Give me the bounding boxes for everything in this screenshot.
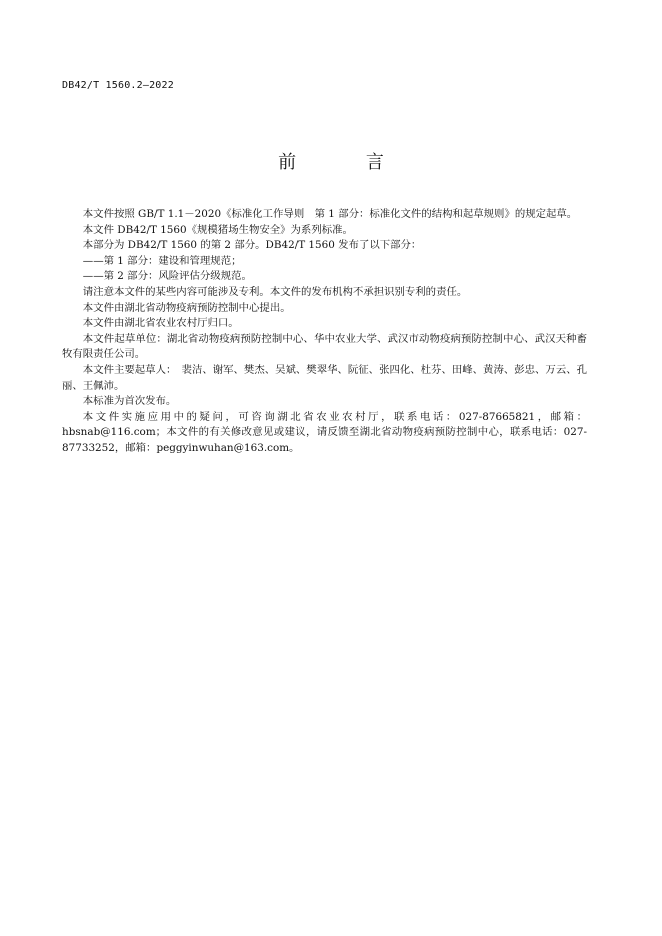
paragraph-managed-by: 本文件由湖北省农业农村厅归口。 (82, 317, 239, 330)
paragraph-first-release: 本标准为首次发布。 (82, 395, 177, 408)
page-title: 前 言 (278, 152, 416, 173)
foreword-body (62, 207, 587, 457)
paragraph-part-2: ——第 2 部分：风险评估分级规范。 (82, 270, 252, 283)
paragraph-series-standard: 本文件 DB42/T 1560《规模猪场生物安全》为系列标准。 (82, 223, 353, 236)
paragraph-contact-info: 本文件实施应用中的疑问，可咨询湖北省农业农村厅，联系电话：027-87665821，邮箱：hbsnab@116.com；本文件的有关修改意见或建议，请反馈至湖北省动物疫病预防控制中心，联系电话：027-87733252，邮箱：peggyinwuhan@163.com。 (62, 410, 587, 454)
paragraph-proposed-by: 本文件由湖北省动物疫病预防控制中心提出。 (82, 301, 291, 314)
paragraph-patent-notice: 请注意本文件的某些内容可能涉及专利。本文件的发布机构不承担识别专利的责任。 (82, 285, 468, 298)
paragraph-drafting-units: 本文件起草单位：湖北省动物疫病预防控制中心、华中农业大学、武汉市动物疫病预防控制中心、武汉天种畜牧有限责任公司。 (62, 332, 587, 361)
paragraph-drafting-rules: 本文件按照 GB/T 1.1－2020《标准化工作导则 第 1 部分：标准化文件的结构和起草规则》的规定起草。 (82, 208, 578, 220)
paragraph-drafters: 本文件主要起草人： 裴洁、谢军、樊杰、吴斌、樊翠华、阮征、张四化、杜芬、田峰、黄涛、彭忠、万云、孔丽、王佩沛。 (62, 363, 587, 392)
paragraph-part-info: 本部分为 DB42/T 1560 的第 2 部分。DB42/T 1560 发布了以下部分： (82, 239, 422, 252)
paragraph-part-1: ——第 1 部分：建设和管理规范； (82, 254, 242, 267)
document-code: DB42/T 1560.2—2022 (62, 80, 174, 91)
